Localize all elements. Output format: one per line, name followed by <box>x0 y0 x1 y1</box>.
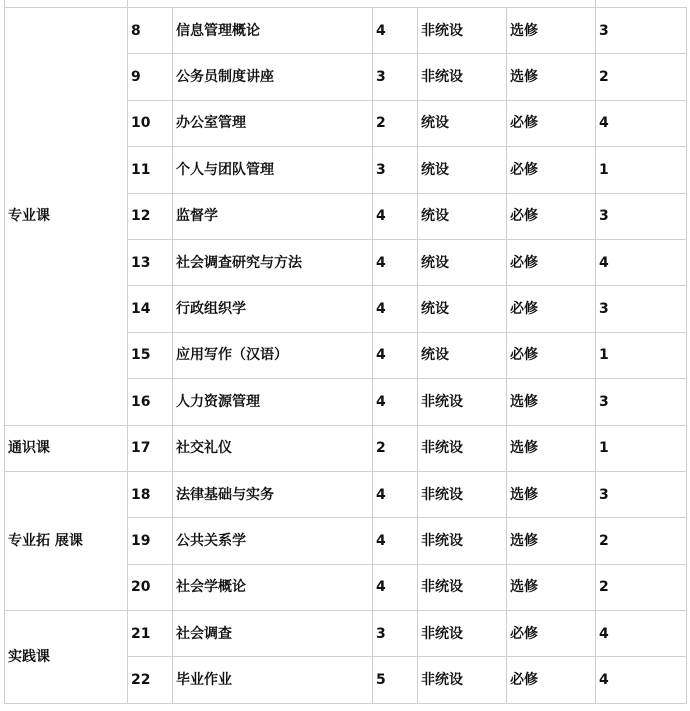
category-cell: 实践课 <box>5 611 128 704</box>
requirement-cell: 必修 <box>507 193 596 239</box>
course-name: 个人与团队管理 <box>173 147 373 193</box>
category-cell: 专业课 <box>5 8 128 426</box>
credit-cell: 4 <box>373 8 418 54</box>
course-name: 社会调查 <box>173 611 373 657</box>
semester-cell: 2 <box>596 518 687 564</box>
exam-type-cell: 统设 <box>418 332 507 378</box>
semester-cell: 2 <box>596 54 687 100</box>
credit-cell: 2 <box>373 100 418 146</box>
semester-cell: 3 <box>596 8 687 54</box>
credit-cell: 3 <box>373 54 418 100</box>
course-name: 人力资源管理 <box>173 379 373 425</box>
requirement-cell: 必修 <box>507 657 596 703</box>
exam-type-cell: 非统设 <box>418 657 507 703</box>
semester-cell: 4 <box>596 100 687 146</box>
course-name: 毕业作业 <box>173 657 373 703</box>
course-name: 法律基础与实务 <box>173 471 373 517</box>
semester-cell: 3 <box>596 193 687 239</box>
semester-cell: 2 <box>596 564 687 610</box>
course-name: 监督学 <box>173 193 373 239</box>
table-row <box>5 425 687 471</box>
requirement-cell: 选修 <box>507 564 596 610</box>
credit-cell: 3 <box>373 147 418 193</box>
category-cell: 专业拓 展课 <box>5 471 128 610</box>
requirement-cell: 选修 <box>507 54 596 100</box>
category-cell: 通识课 <box>5 425 128 471</box>
course-number: 14 <box>128 286 173 332</box>
course-name: 行政组织学 <box>173 286 373 332</box>
credit-cell: 4 <box>373 518 418 564</box>
exam-type-cell: 非统设 <box>418 564 507 610</box>
course-name: 社会调查研究与方法 <box>173 239 373 285</box>
exam-type-cell: 统设 <box>418 239 507 285</box>
requirement-cell: 必修 <box>507 239 596 285</box>
course-name: 社交礼仪 <box>173 425 373 471</box>
course-name: 信息管理概论 <box>173 8 373 54</box>
semester-cell: 3 <box>596 286 687 332</box>
course-name: 社会学概论 <box>173 564 373 610</box>
credit-cell: 4 <box>373 239 418 285</box>
requirement-cell: 必修 <box>507 286 596 332</box>
course-number: 17 <box>128 425 173 471</box>
requirement-cell: 必修 <box>507 100 596 146</box>
course-number: 19 <box>128 518 173 564</box>
requirement-cell: 选修 <box>507 425 596 471</box>
credit-cell: 4 <box>373 332 418 378</box>
course-number: 9 <box>128 54 173 100</box>
table-row <box>5 8 687 54</box>
credit-cell: 4 <box>373 564 418 610</box>
credit-cell: 4 <box>373 471 418 517</box>
course-number: 13 <box>128 239 173 285</box>
exam-type-cell: 非统设 <box>418 471 507 517</box>
exam-type-cell: 非统设 <box>418 518 507 564</box>
semester-cell: 4 <box>596 657 687 703</box>
semester-cell: 4 <box>596 611 687 657</box>
exam-type-cell: 非统设 <box>418 379 507 425</box>
requirement-cell: 选修 <box>507 8 596 54</box>
exam-type-cell: 统设 <box>418 286 507 332</box>
exam-type-cell: 非统设 <box>418 54 507 100</box>
requirement-cell: 选修 <box>507 518 596 564</box>
semester-cell: 4 <box>596 239 687 285</box>
credit-cell: 4 <box>373 286 418 332</box>
course-number: 11 <box>128 147 173 193</box>
credit-cell: 4 <box>373 379 418 425</box>
course-number: 8 <box>128 8 173 54</box>
semester-cell: 3 <box>596 471 687 517</box>
semester-cell: 3 <box>596 379 687 425</box>
exam-type-cell: 统设 <box>418 193 507 239</box>
course-number: 20 <box>128 564 173 610</box>
course-number: 21 <box>128 611 173 657</box>
course-number: 15 <box>128 332 173 378</box>
exam-type-cell: 统设 <box>418 147 507 193</box>
course-number: 12 <box>128 193 173 239</box>
credit-cell: 2 <box>373 425 418 471</box>
credit-cell: 3 <box>373 611 418 657</box>
semester-cell: 1 <box>596 147 687 193</box>
course-number: 10 <box>128 100 173 146</box>
course-name: 应用写作（汉语） <box>173 332 373 378</box>
course-number: 22 <box>128 657 173 703</box>
course-number: 18 <box>128 471 173 517</box>
semester-cell: 1 <box>596 332 687 378</box>
exam-type-cell: 非统设 <box>418 611 507 657</box>
course-number: 16 <box>128 379 173 425</box>
course-table <box>4 7 687 704</box>
table-row <box>5 611 687 657</box>
requirement-cell: 选修 <box>507 471 596 517</box>
credit-cell: 5 <box>373 657 418 703</box>
exam-type-cell: 统设 <box>418 100 507 146</box>
course-name: 公务员制度讲座 <box>173 54 373 100</box>
semester-cell: 1 <box>596 425 687 471</box>
course-name: 公共关系学 <box>173 518 373 564</box>
table-top-edge <box>4 0 686 7</box>
course-name: 办公室管理 <box>173 100 373 146</box>
requirement-cell: 必修 <box>507 147 596 193</box>
course-table-body <box>5 8 687 704</box>
credit-cell: 4 <box>373 193 418 239</box>
requirement-cell: 必修 <box>507 611 596 657</box>
requirement-cell: 选修 <box>507 379 596 425</box>
exam-type-cell: 非统设 <box>418 425 507 471</box>
exam-type-cell: 非统设 <box>418 8 507 54</box>
table-row <box>5 471 687 517</box>
requirement-cell: 必修 <box>507 332 596 378</box>
